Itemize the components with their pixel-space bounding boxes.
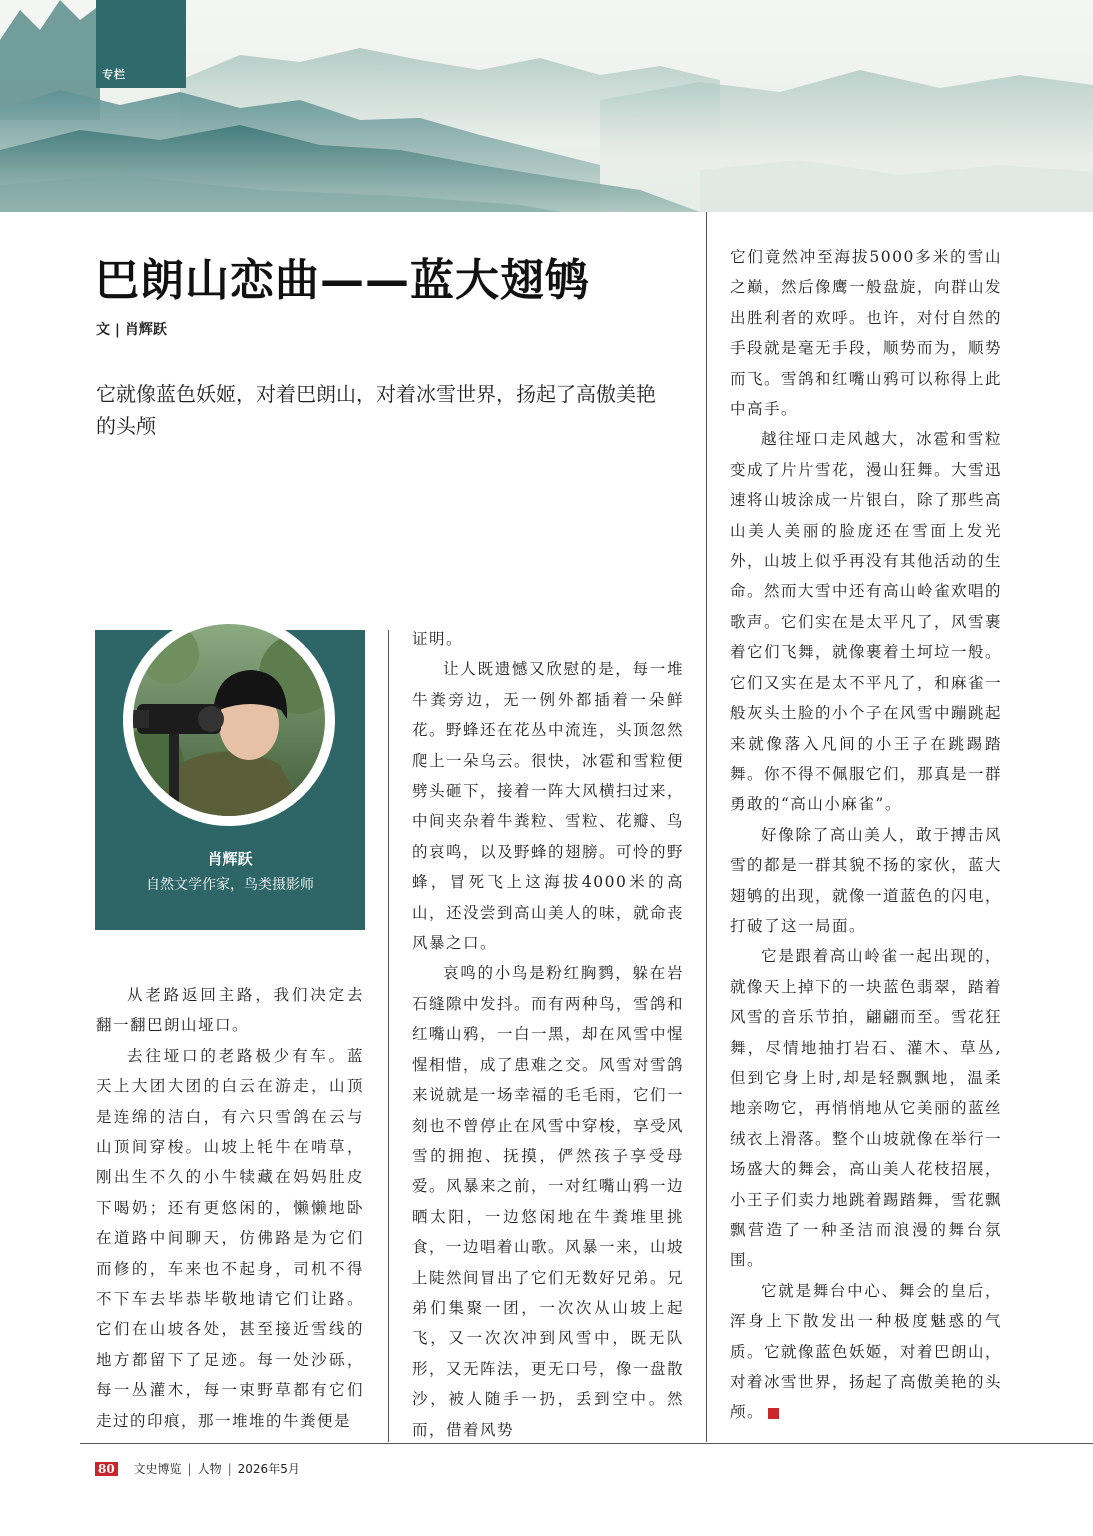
header-banner (0, 0, 1093, 212)
author-role: 自然文学作家，鸟类摄影师 (146, 877, 314, 893)
text-column-middle (412, 624, 684, 1445)
end-mark-icon (768, 1408, 779, 1419)
text-column-right (730, 242, 1002, 1428)
column-label: 专栏 (102, 68, 126, 81)
paragraph: 让人既遗憾又欣慰的是，每一堆牛粪旁边，无一例外都插着一朵鲜花。野蜂还在花丛中流连，头顶忽然爬上一朵乌云。很快，冰雹和雪粒便劈头砸下，接着一阵大风横扫过来，中间夹杂着牛粪粒、雪粒、花瓣、鸟的哀鸣，以及野蜂的翅膀。可怜的野蜂，冒死飞上这海拔4000米的高山，还没尝到高山美人的味，就命丧风暴之口。 (412, 660, 685, 953)
article-title: 巴朗山恋曲——蓝大翅鸲 (95, 255, 590, 306)
paragraph: 它是跟着高山岭雀一起出现的，就像天上掉下的一块蓝色翡翠，踏着风雪的音乐节拍，翩翩而至。雪花狂舞，尽情地抽打岩石、灌木、草丛,但到它身上时,却是轻飘飘地，温柔地亲吻它，再悄悄地从它美丽的蓝丝绒衣上滑落。整个山坡就像在举行一场盛大的舞会，高山美人花枝招展，小王子们卖力地跳着踢踏舞，雪花飘飘营造了一种圣洁而浪漫的舞台氛围。 (730, 947, 1003, 1270)
column-divider-right (706, 212, 707, 1442)
paragraph: 哀鸣的小鸟是粉红胸鹨，躲在岩石缝隙中发抖。而有两种鸟，雪鸽和红嘴山鸦，一白一黑，却在风雪中惺惺相惜，成了患难之交。风雪对雪鸽来说就是一场幸福的毛毛雨，它们一刻也不曾停止在风雪中穿梭，享受风雪的拥抱、抚摸，俨然孩子享受母爱。风暴来之前，一对红嘴山鸦一边晒太阳，一边悠闲地在牛粪堆里挑食，一边唱着山歌。风暴一来，山坡上陡然间冒出了它们无数好兄弟。兄弟们集聚一团，一次次从山坡上起飞，又一次次冲到风雪中，既无队形，又无阵法，更无口号，像一盘散沙，被人随手一扔，丢到空中。然而，借着风势 (412, 964, 685, 1439)
article-deck: 它就像蓝色妖姬，对着巴朗山，对着冰雪世界，扬起了高傲美艳的头颅 (96, 382, 656, 438)
column-tab (96, 0, 186, 88)
page-number: 80 (95, 1462, 118, 1476)
final-text: 它就是舞台中心、舞会的皇后，浑身上下散发出一种极度魅惑的气质。它就像蓝色妖姬，对着巴朗山，对着冰雪世界，扬起了高傲美艳的头颅。 (730, 1281, 1003, 1422)
paragraph: 去往垭口的老路极少有车。蓝天上大团大团的白云在游走，山顶是连绵的洁白，有六只雪鸽在云与山顶间穿梭。山坡上牦牛在啃草，刚出生不久的小牛犊藏在妈妈肚皮下喝奶；还有更悠闲的，懒懒地卧在道路中间聊天，仿佛路是为它们而修的，车来也不起身，司机不得不下车去毕恭毕敬地请它们让路。它们在山坡各处，甚至接近雪线的地方都留下了足迹。每一处沙砾，每一丛灌木，每一束野草都有它们走过的印痕，那一堆堆的牛粪便是 (96, 1046, 364, 1430)
author-name: 肖辉跃 (207, 850, 253, 868)
magazine-name: 文史博览 (133, 1462, 182, 1476)
column-divider-left (388, 630, 389, 1442)
paragraph-final (730, 1276, 1002, 1428)
issue-date: 2026年5月 (237, 1462, 300, 1476)
page-footer: 80 文史博览 | 人物 | 2026年5月 (95, 1460, 300, 1477)
author-box (95, 630, 365, 930)
paragraph: 好像除了高山美人，敢于搏击风雪的都是一群其貌不扬的家伙，蓝大翅鸲的出现，就像一道蓝色的闪电，打破了这一局面。 (730, 825, 1003, 935)
paragraph: 证明。 (412, 630, 464, 648)
paragraph: 它们竟然冲至海拔5000多米的雪山之巅，然后像鹰一般盘旋，向群山发出胜利者的欢呼。也许，对付自然的手段就是毫无手段，顺势而为，顺势而飞。雪鸽和红嘴山鸦可以称得上此中高手。 (730, 248, 1003, 419)
paragraph: 从老路返回主路，我们决定去翻一翻巴朗山垭口。 (96, 986, 364, 1035)
byline: 文 | 肖辉跃 (96, 322, 167, 338)
section-name: 人物 (197, 1462, 222, 1476)
text-column-left (96, 980, 364, 1436)
author-portrait (109, 614, 349, 826)
paragraph: 越往垭口走风越大，冰雹和雪粒变成了片片雪花，漫山狂舞。大雪迅速将山坡涂成一片银白，除了那些高山美人美丽的脸庞还在雪面上发光外，山坡上似乎再没有其他活动的生命。然而大雪中还有高山岭雀欢唱的歌声。它们实在是太平凡了，风雪裹着它们飞舞，就像裹着土坷垃一般。它们又实在是太不平凡了，和麻雀一般灰头土脸的小个子在风雪中蹦跳起来就像落入凡间的小王子在跳踢踏舞。你不得不佩服它们，那真是一群勇敢的“高山小麻雀”。 (730, 430, 1003, 814)
